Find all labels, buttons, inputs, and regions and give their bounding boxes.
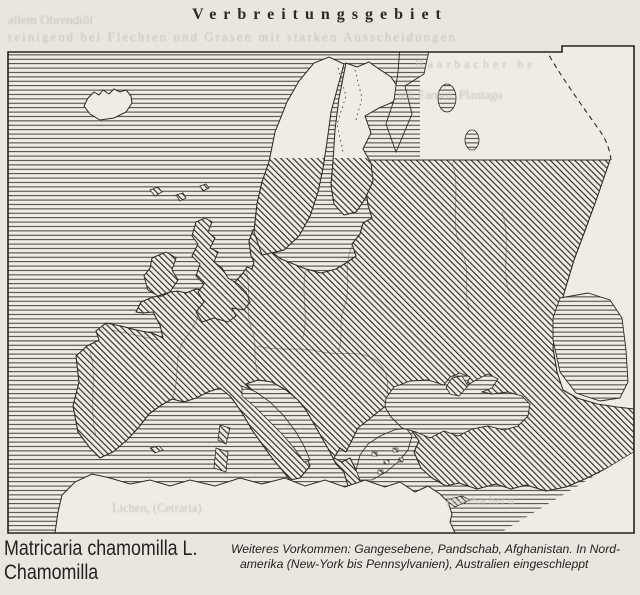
species-name: Matricaria chamomilla L.: [4, 537, 198, 560]
page-title: Verbreitungsgebiet: [192, 6, 448, 23]
bleedthrough-text: allem Ohrendiöl: [8, 12, 93, 27]
bleedthrough-text: Lichen, (Cetraria): [112, 501, 202, 515]
lake: [438, 84, 456, 112]
species-common-name: Chamomilla: [4, 561, 99, 584]
sardinia: [214, 448, 228, 472]
bleedthrough-text: Haarbacher be: [415, 57, 537, 71]
occurrence-note-line1: Weiteres Vorkommen: Gangesebene, Pandschab, Afghanistan. In Nord-: [231, 542, 621, 556]
lake: [465, 130, 479, 150]
bleedthrough-text: reinigend bei Flechten und Grasen mit starken Ausscheidungen: [8, 29, 457, 44]
bleedthrough-text: mit Farnen, Plantago: [398, 88, 503, 102]
bleedthrough-text: Hornbacher u: [446, 494, 515, 508]
species-label: [4, 537, 197, 585]
occurrence-note: [231, 542, 635, 572]
occurrence-note-line2: amerika (New-York bis Pennsylvanien), Australien eingeschleppt: [240, 557, 589, 571]
